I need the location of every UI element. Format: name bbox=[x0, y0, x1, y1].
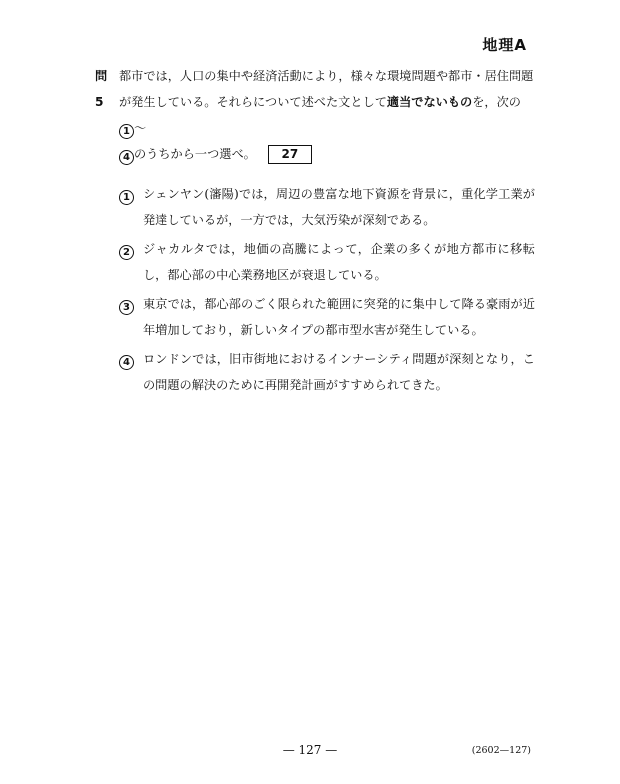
stem-tail: のうちから一つ選べ。 bbox=[134, 147, 256, 161]
option-text: シェンヤン(瀋陽)では，周辺の豊富な地下資源を背景に，重化学工業が発達しているが，一方では，大気汚染が深刻である。 bbox=[143, 187, 535, 227]
range-start-marker: 1 bbox=[119, 124, 134, 139]
stem-after: を，次の bbox=[472, 95, 521, 109]
option-2 bbox=[119, 236, 535, 288]
question-block bbox=[95, 63, 535, 401]
option-3 bbox=[119, 291, 535, 343]
option-list bbox=[95, 181, 535, 398]
option-text: 東京では，都心部のごく限られた範囲に突発的に集中して降る豪雨が近年増加しており，新しいタイプの都市型水害が発生している。 bbox=[143, 297, 535, 337]
option-text: ロンドンでは，旧市街地におけるインナーシティ問題が深刻となり，この問題の解決のために再開発計画がすすめられてきた。 bbox=[143, 352, 535, 392]
page-number: — 127 — bbox=[282, 743, 338, 757]
question-text bbox=[119, 63, 535, 167]
option-4 bbox=[119, 346, 535, 398]
option-1 bbox=[119, 181, 535, 233]
option-marker: 4 bbox=[119, 355, 134, 370]
stem-emphasis: 適当でないもの bbox=[386, 95, 473, 109]
option-text: ジャカルタでは，地価の高騰によって，企業の多くが地方都市に移転し，都心部の中心業務地区が衰退している。 bbox=[143, 242, 535, 282]
exam-code: (2602—127) bbox=[471, 745, 531, 756]
question-stem bbox=[95, 63, 535, 167]
stem-before: 都市では，人口の集中や経済活動により，様々な環境問題や都市・居住問題が発生している。それらについて述べた文として bbox=[119, 69, 534, 109]
option-marker: 1 bbox=[119, 190, 134, 205]
range-separator: ～ bbox=[134, 121, 147, 135]
option-marker: 2 bbox=[119, 245, 134, 260]
question-number: 問 5 bbox=[95, 69, 108, 109]
answer-box: 27 bbox=[268, 145, 312, 164]
range-end-marker: 4 bbox=[119, 150, 134, 165]
option-marker: 3 bbox=[119, 300, 134, 315]
subject-title: 地理A bbox=[482, 36, 527, 54]
